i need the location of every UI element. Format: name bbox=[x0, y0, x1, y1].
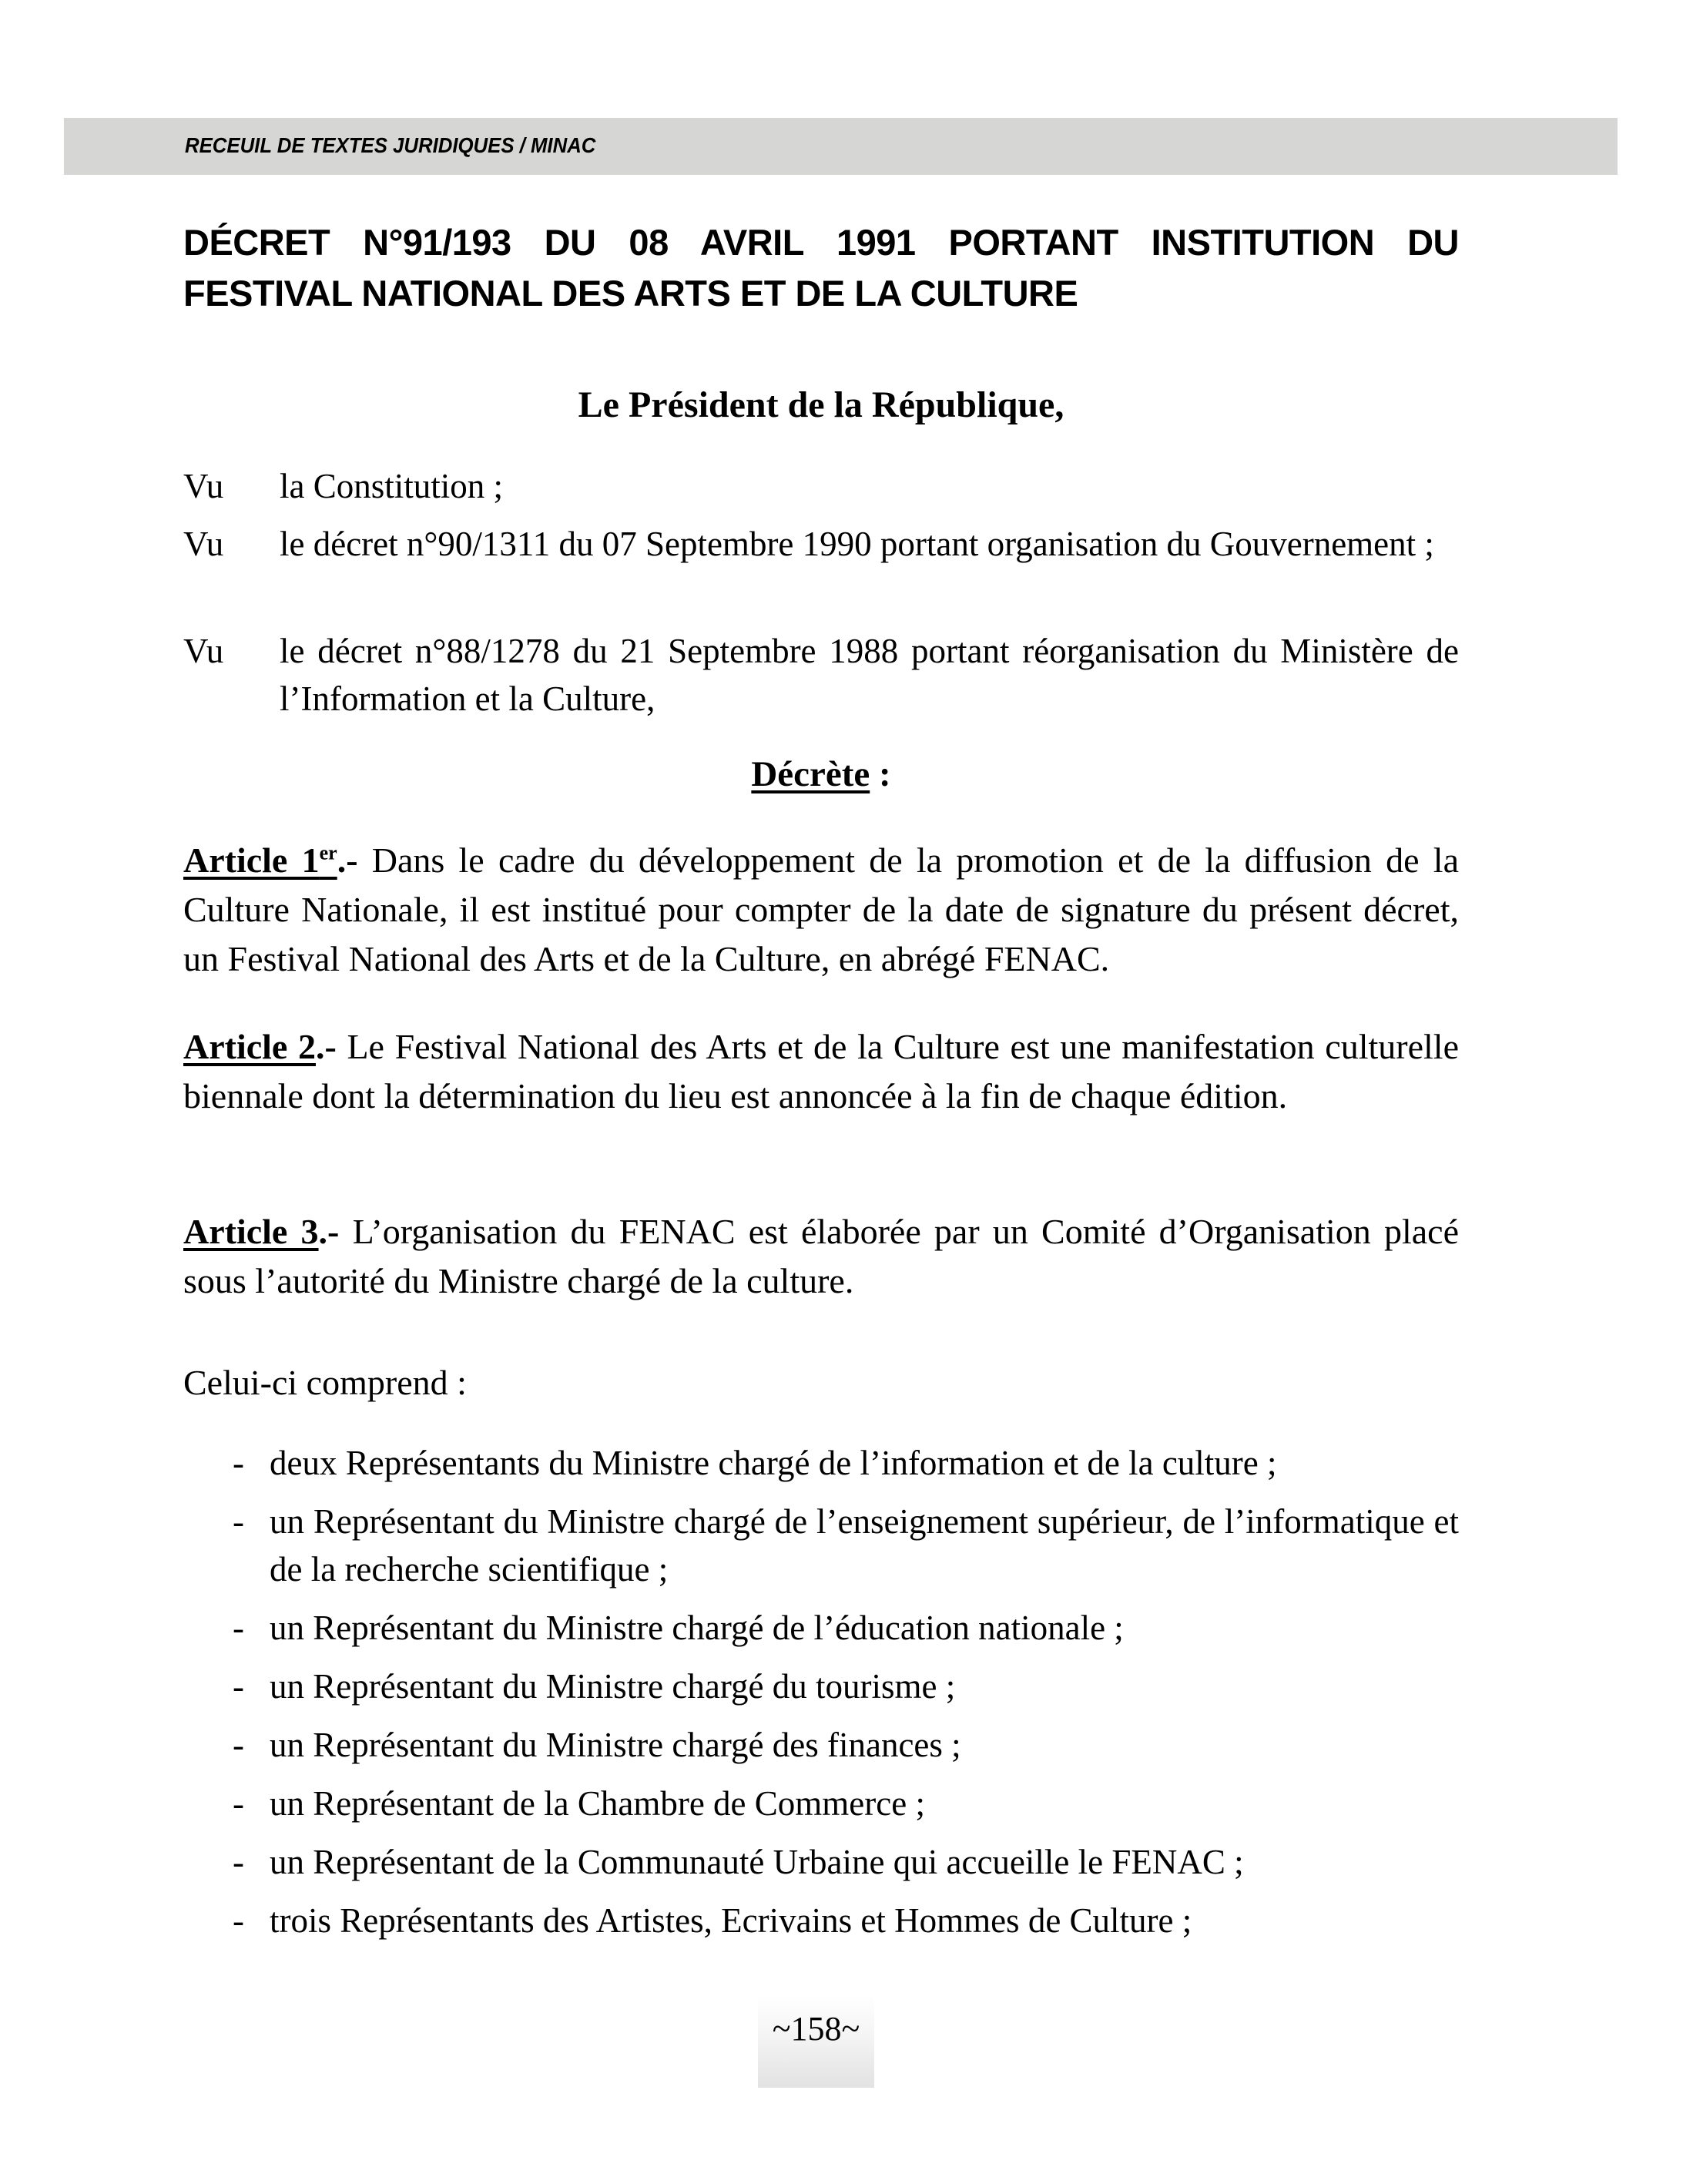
article-3-separator: .- bbox=[318, 1212, 340, 1251]
article-2-separator: .- bbox=[315, 1027, 337, 1066]
running-header-band bbox=[64, 118, 1618, 175]
visa-item bbox=[183, 462, 1459, 510]
list-item bbox=[183, 1604, 1459, 1652]
list-item bbox=[183, 1721, 1459, 1769]
article-1-label-sup: er bbox=[319, 841, 337, 864]
visa-label: Vu bbox=[183, 467, 224, 505]
article-2 bbox=[183, 1022, 1459, 1121]
list-item-text: un Représentant du Ministre chargé du tourisme ; bbox=[270, 1667, 956, 1706]
list-dash: - bbox=[233, 1609, 244, 1647]
committee-members-list bbox=[183, 1439, 1459, 1955]
list-dash: - bbox=[233, 1726, 244, 1764]
visa-label: Vu bbox=[183, 525, 224, 563]
visa-item bbox=[183, 520, 1459, 568]
visa-text: le décret n°90/1311 du 07 Septembre 1990 portant organisation du Gouvernement ; bbox=[280, 525, 1434, 563]
list-item-text: un Représentant du Ministre chargé de l’éducation nationale ; bbox=[270, 1609, 1124, 1647]
list-item-text: deux Représentants du Ministre chargé de l’information et de la culture ; bbox=[270, 1444, 1277, 1482]
list-item-text: trois Représentants des Artistes, Ecrivains et Hommes de Culture ; bbox=[270, 1901, 1192, 1940]
list-item bbox=[183, 1662, 1459, 1710]
decrete-suffix: : bbox=[870, 754, 891, 794]
visa-item bbox=[183, 627, 1459, 723]
list-item-text: un Représentant du Ministre chargé de l’enseignement supérieur, de l’informatique et de la recherche scientifique ; bbox=[270, 1502, 1459, 1589]
list-item-text: un Représentant de la Communauté Urbaine qui accueille le FENAC ; bbox=[270, 1843, 1244, 1881]
article-3 bbox=[183, 1207, 1459, 1306]
list-dash: - bbox=[233, 1784, 244, 1823]
article-2-label: Article 2 bbox=[183, 1027, 316, 1066]
page-number: ~158~ bbox=[772, 2010, 860, 2048]
list-dash: - bbox=[233, 1901, 244, 1940]
visa-text: le décret n°88/1278 du 21 Septembre 1988 portant réorganisation du Ministère de l’Information et la Culture, bbox=[280, 632, 1459, 718]
article-3-text: L’organisation du FENAC est élaborée par un Comité d’Organisation placé sous l’autorité du Ministre chargé de la culture. bbox=[183, 1212, 1459, 1300]
visa-label: Vu bbox=[183, 632, 224, 670]
list-item bbox=[183, 1838, 1459, 1886]
decree-title bbox=[183, 217, 1459, 319]
list-item bbox=[183, 1780, 1459, 1827]
decrete-heading bbox=[183, 753, 1459, 795]
article-1-label-text: Article 1 bbox=[183, 840, 320, 880]
decree-title-line-1: DÉCRET N°91/193 DU 08 AVRIL 1991 PORTANT INSTITUTION DU bbox=[183, 222, 1459, 263]
list-item bbox=[183, 1439, 1459, 1487]
committee-intro: Celui-ci comprend : bbox=[183, 1363, 467, 1402]
list-item bbox=[183, 1897, 1459, 1944]
list-item bbox=[183, 1498, 1459, 1593]
decree-title-line-2: FESTIVAL NATIONAL DES ARTS ET DE LA CULTURE bbox=[183, 273, 1078, 314]
list-item-text: un Représentant de la Chambre de Commerce ; bbox=[270, 1784, 925, 1823]
article-1-text: Dans le cadre du développement de la promotion et de la diffusion de la Culture Nationale, il est institué pour compter de la date de signature du présent décret, un Festival National des Arts et de la Culture, en abrégé FENAC. bbox=[183, 840, 1460, 978]
list-dash: - bbox=[233, 1444, 244, 1482]
page-number-box bbox=[758, 1995, 874, 2088]
article-1-label bbox=[183, 840, 337, 880]
article-1-separator: .- bbox=[337, 840, 358, 880]
article-1 bbox=[183, 836, 1459, 984]
article-2-text: Le Festival National des Arts et de la Culture est une manifestation culturelle biennale dont la détermination du lieu est annoncée à la fin de chaque édition. bbox=[183, 1027, 1459, 1115]
article-3-label: Article 3 bbox=[183, 1212, 319, 1251]
visa-text: la Constitution ; bbox=[280, 467, 504, 505]
list-dash: - bbox=[233, 1502, 244, 1541]
running-header-title: RECEUIL DE TEXTES JURIDIQUES / MINAC bbox=[185, 133, 596, 157]
decrete-label: Décrète bbox=[751, 754, 870, 794]
list-dash: - bbox=[233, 1667, 244, 1706]
list-dash: - bbox=[233, 1843, 244, 1881]
authority-heading: Le Président de la République, bbox=[578, 384, 1064, 425]
list-item-text: un Représentant du Ministre chargé des finances ; bbox=[270, 1726, 961, 1764]
